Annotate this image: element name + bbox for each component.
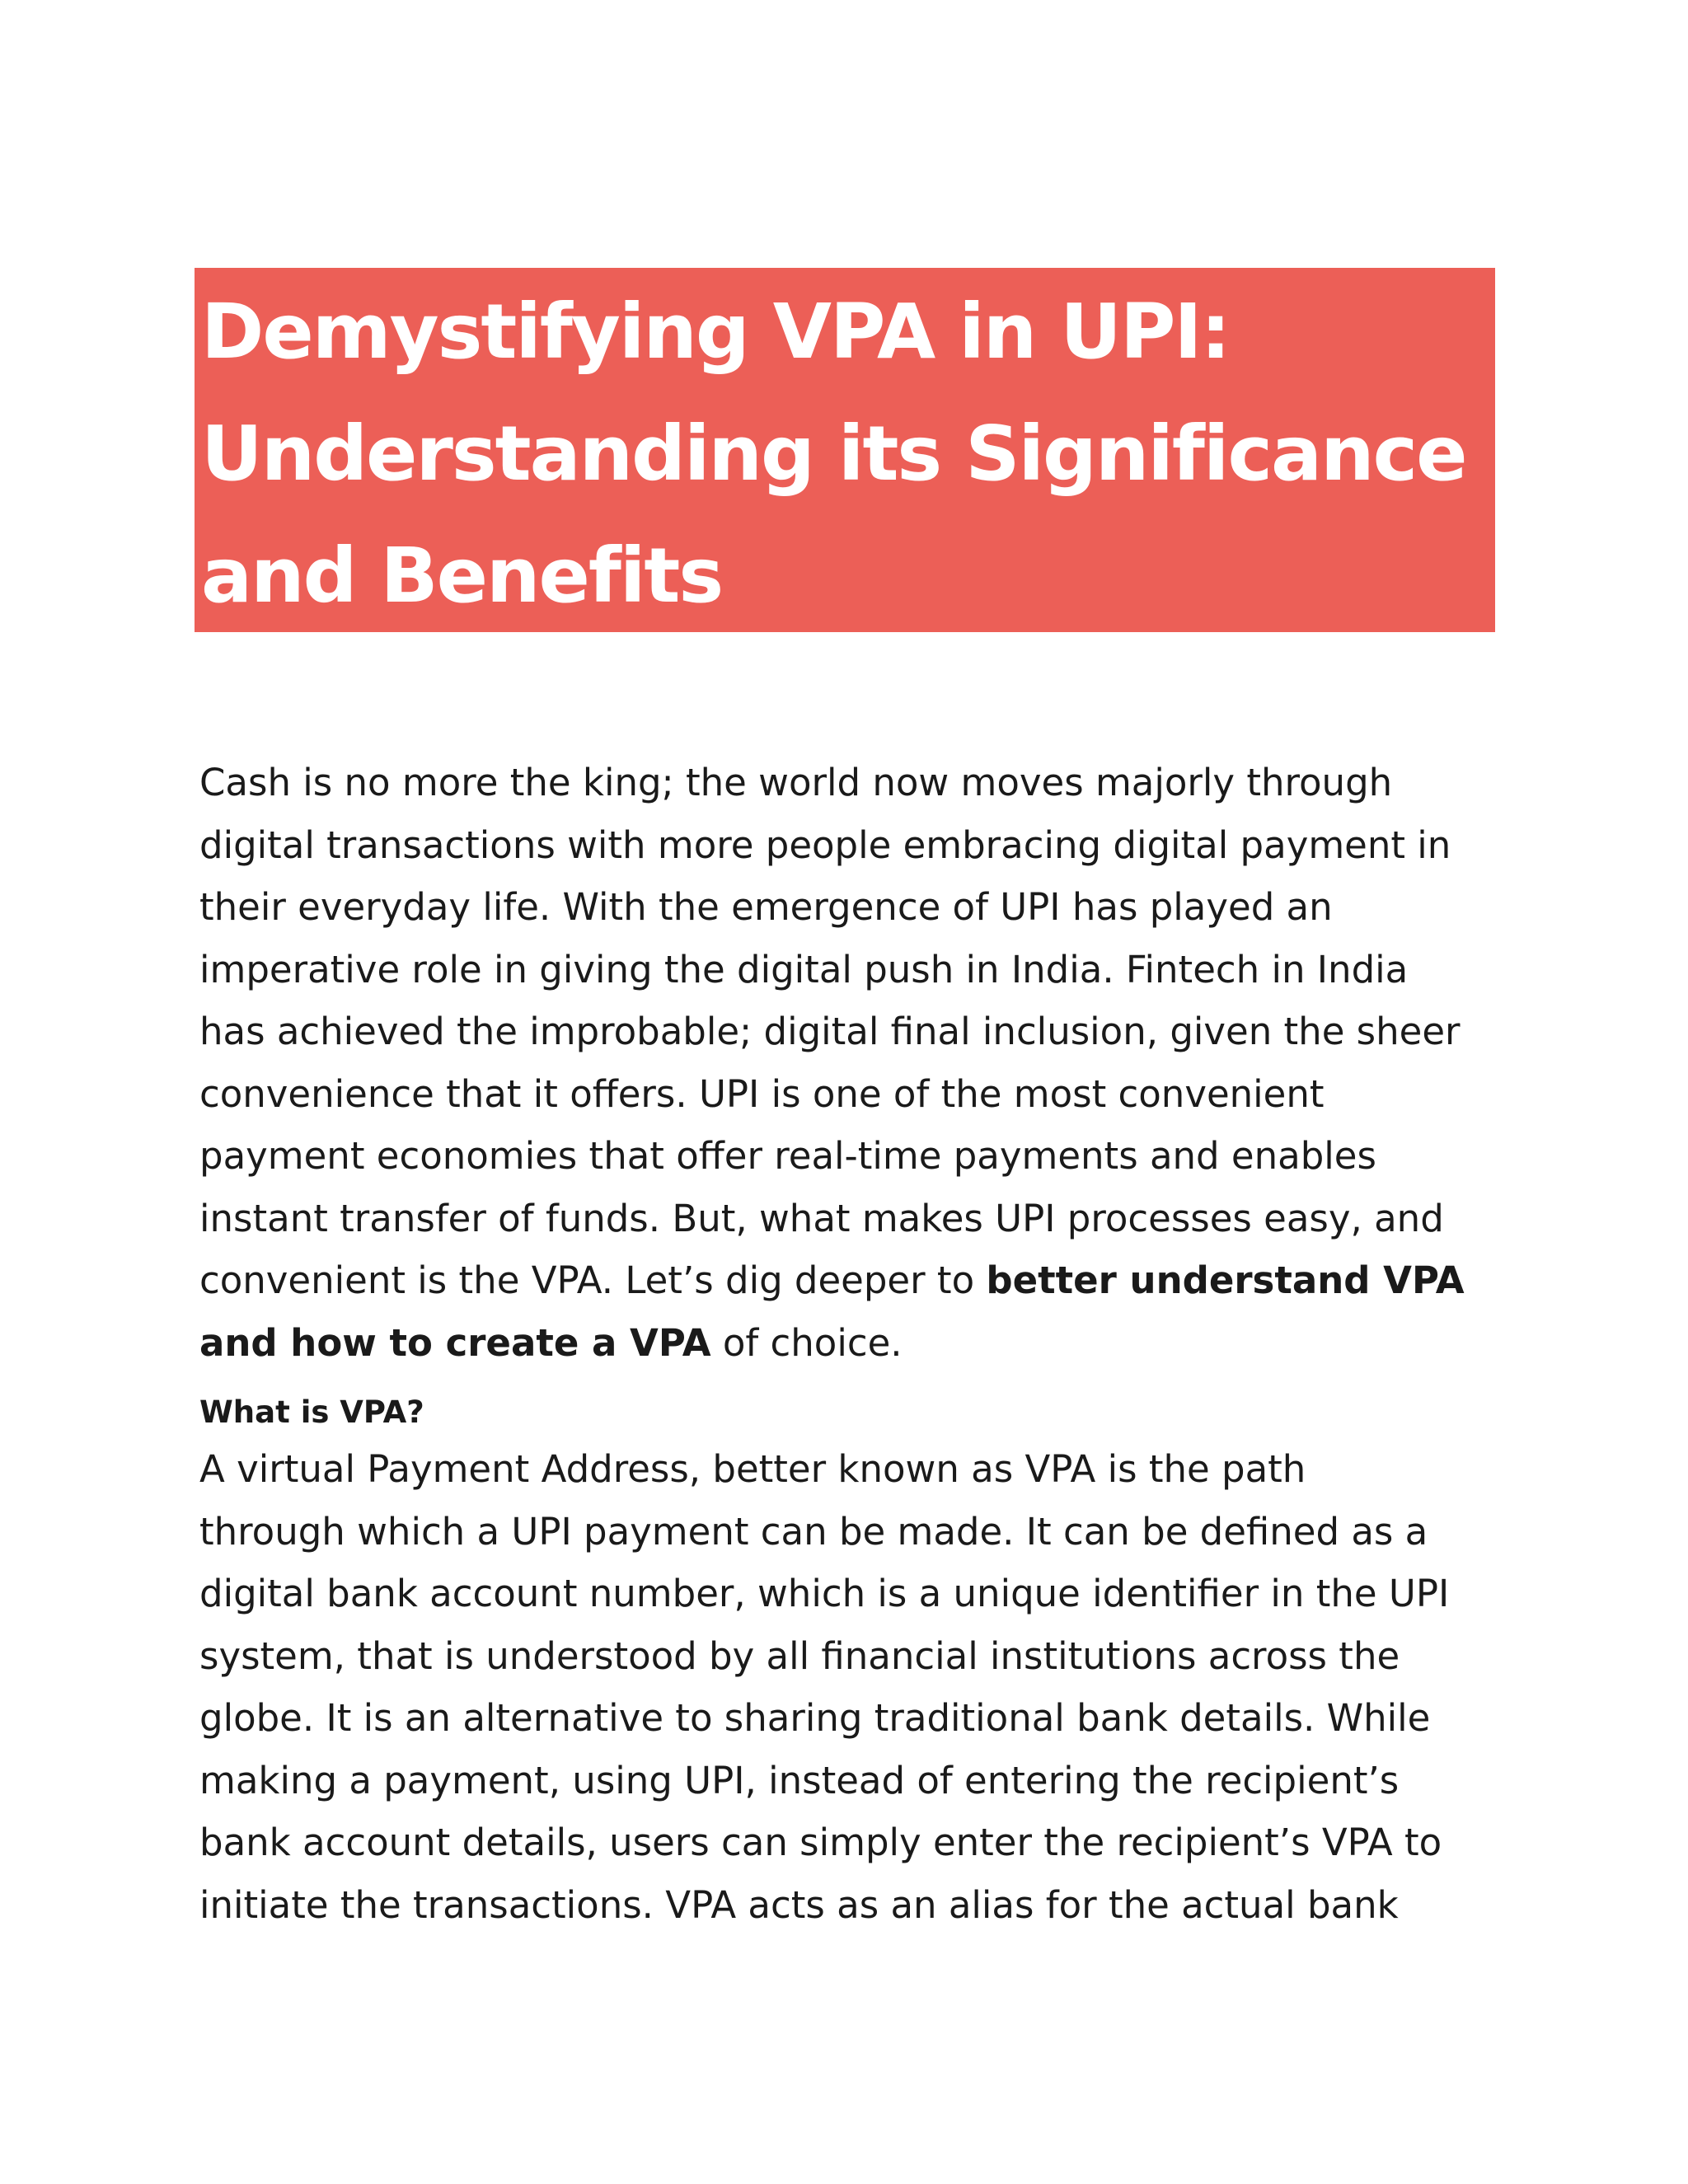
paragraph-line: A virtual Payment Address, better known as VPA is the path (199, 1447, 1306, 1491)
section-paragraph (199, 1438, 1502, 1936)
bold-phrase: and how to create a VPA (199, 1320, 711, 1365)
paragraph-line: system, that is understood by all financial institutions across the (199, 1633, 1400, 1678)
paragraph-line: digital transactions with more people embracing digital payment in (199, 823, 1451, 867)
page-title (201, 271, 1495, 637)
paragraph-line: their everyday life. With the emergence of UPI has played an (199, 885, 1333, 929)
paragraph-line: Cash is no more the king; the world now moves majorly through (199, 761, 1393, 804)
paragraph-line: bank account details, users can simply enter the recipient’s VPA to (199, 1821, 1442, 1864)
paragraph-line: convenience that it offers. UPI is one of the most convenient (199, 1071, 1325, 1116)
intro-paragraph (199, 752, 1502, 1374)
paragraph-line: globe. It is an alternative to sharing traditional bank details. While (199, 1696, 1431, 1740)
title-line: Demystifying VPA in UPI: (201, 288, 1230, 376)
paragraph-text: of choice. (710, 1320, 903, 1365)
paragraph-line: instant transfer of funds. But, what makes UPI processes easy, and (199, 1196, 1444, 1240)
section-heading: What is VPA? (199, 1394, 424, 1430)
paragraph-line: making a payment, using UPI, instead of entering the recipient’s (199, 1758, 1400, 1802)
paragraph-line: payment economies that offer real-time payments and enables (199, 1134, 1376, 1178)
title-line: Understanding its Significance (201, 410, 1466, 498)
paragraph-line: has achieved the improbable; digital final inclusion, given the sheer (199, 1010, 1461, 1053)
paragraph-line: through which a UPI payment can be made. It can be defined as a (199, 1509, 1428, 1554)
paragraph-line: imperative role in giving the digital push in India. Fintech in India (199, 947, 1409, 991)
paragraph-text: convenient is the VPA. Let’s dig deeper to (199, 1258, 987, 1302)
paragraph-line (199, 1312, 1502, 1375)
bold-phrase: better understand VPA (986, 1258, 1465, 1302)
article-body (199, 752, 1502, 1936)
paragraph-line (199, 1249, 1502, 1312)
title-line: and Benefits (201, 532, 723, 620)
title-banner (195, 268, 1495, 632)
paragraph-line: digital bank account number, which is a unique identifier in the UPI (199, 1572, 1450, 1615)
paragraph-line: initiate the transactions. VPA acts as an alias for the actual bank (199, 1882, 1399, 1927)
